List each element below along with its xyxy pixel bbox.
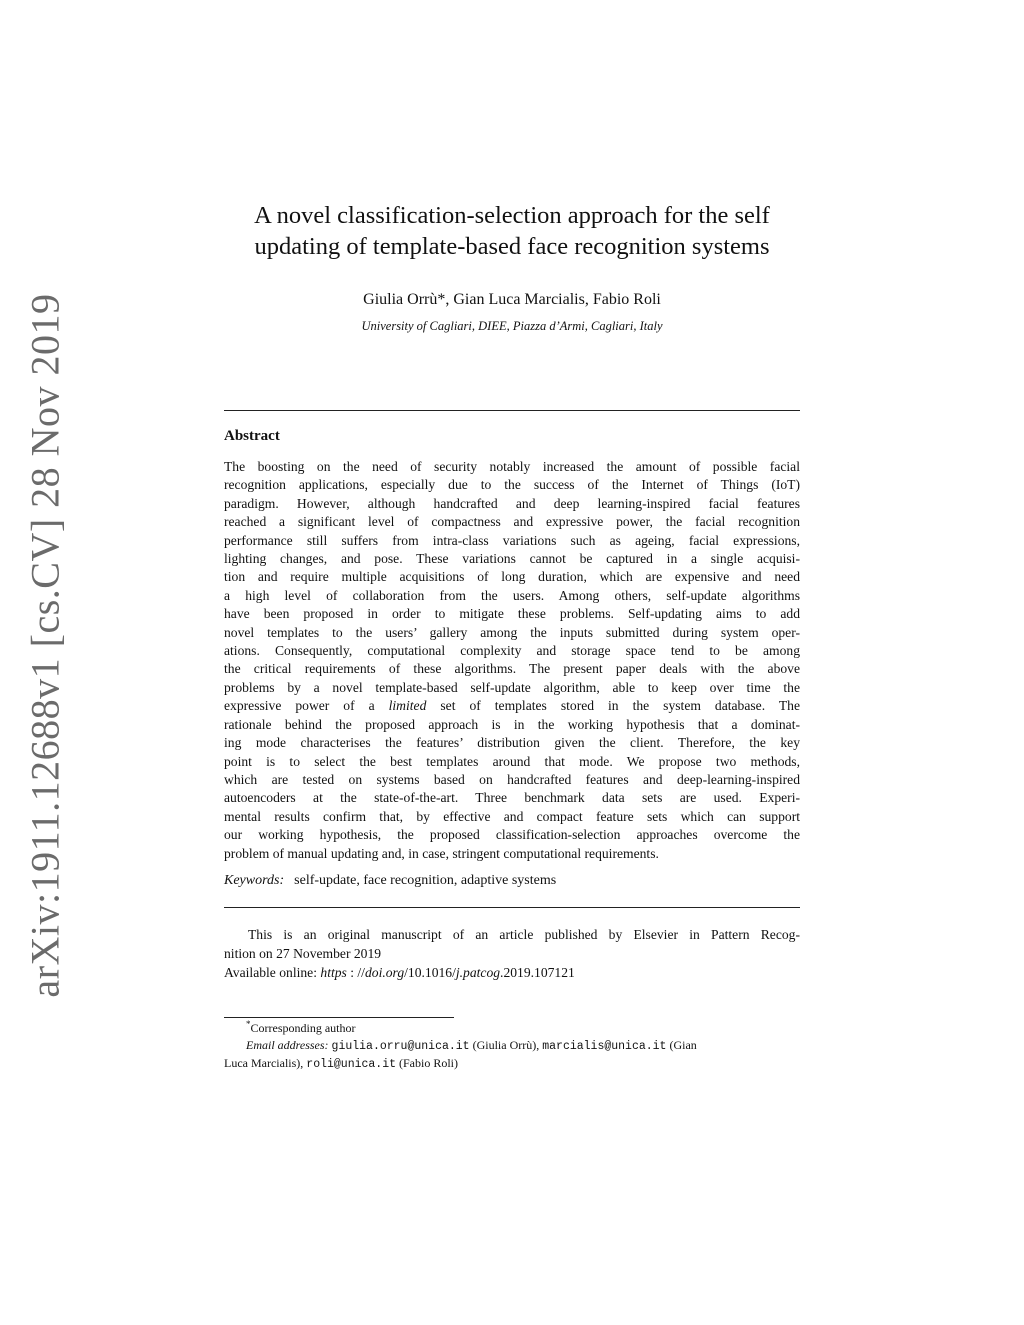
keywords-label: Keywords: xyxy=(224,873,285,888)
doi-link[interactable]: /10.1016/ xyxy=(404,965,456,980)
abstract-line: have been proposed in order to mitigate these problems. Self-updating aims to add xyxy=(224,606,800,622)
abstract-line: paradigm. However, although handcrafted and deep learning-inspired facial features xyxy=(224,495,800,511)
email-owner: (Fabio Roli) xyxy=(396,1056,459,1070)
italic-term: limited xyxy=(388,698,427,714)
abstract-line: ing mode characterises the features’ distribution given the client. Therefore, the key xyxy=(224,735,800,751)
abstract-line: point is to select the best templates around that mode. We propose two methods, xyxy=(224,753,800,769)
email-label: Email addresses: xyxy=(246,1038,329,1052)
text-segment: set of templates stored in the system database. The xyxy=(426,698,800,714)
doi-link[interactable]: .2019.107121 xyxy=(500,965,575,980)
abstract-line: rationale behind the proposed approach is in the working hypothesis that a dominat- xyxy=(224,716,800,732)
author-list: Giulia Orrù*, Gian Luca Marcialis, Fabio Roli xyxy=(363,291,661,308)
email-owner: (Giulia Orrù), xyxy=(469,1038,543,1052)
corresponding-label: Corresponding author xyxy=(250,1021,356,1035)
corresponding-footnote xyxy=(224,1020,800,1037)
abstract-line: problem of manual updating and, in case, stringent computational requirements. xyxy=(224,845,659,861)
abstract-line: autoencoders at the state-of-the-art. Three benchmark data sets are used. Experi- xyxy=(224,790,800,806)
bottom-rule xyxy=(224,907,800,908)
abstract-line: a high level of collaboration from the users. Among others, self-update algorithms xyxy=(224,587,800,603)
affiliation: University of Cagliari, DIEE, Piazza d’Armi, Cagliari, Italy xyxy=(361,319,663,333)
arxiv-id: arXiv:1911.12688v1 [cs.CV] 28 Nov 2019 xyxy=(22,292,68,998)
footnote-mark: * xyxy=(246,1019,251,1029)
abstract-heading: Abstract xyxy=(224,428,280,444)
keywords xyxy=(224,873,556,889)
email-footnote-cont xyxy=(224,1055,800,1073)
abstract-line: novel templates to the users’ gallery among the inputs submitted during system oper- xyxy=(224,624,800,640)
abstract-line: our working hypothesis, the proposed classification-selection approaches overcome the xyxy=(224,827,800,843)
email-link[interactable]: giulia.orru@unica.it xyxy=(331,1040,470,1053)
email-link[interactable]: roli@unica.it xyxy=(306,1058,397,1071)
footnote-rule xyxy=(224,1017,454,1018)
abstract-line: The boosting on the need of security notably increased the amount of possible facial xyxy=(224,459,800,474)
abstract-line: mental results confirm that, by effective and compact feature sets which can support xyxy=(224,808,800,824)
doi-link[interactable]: j.patcog xyxy=(455,965,501,980)
abstract-line: lighting changes, and pose. These variations cannot be captured in a single acquisi- xyxy=(224,551,800,567)
email-owner: Luca Marcialis), xyxy=(224,1056,307,1070)
abstract-line: which are tested on systems based on handcrafted features and deep-learning-inspired xyxy=(224,771,800,787)
available-online-label: Available online: xyxy=(224,965,321,980)
footnotes xyxy=(224,1020,800,1073)
publication-note xyxy=(224,925,800,982)
abstract-line: performance still suffers from intra-class variations such as ageing, facial expressions, xyxy=(224,532,800,548)
abstract-line-limited xyxy=(224,697,800,715)
arxiv-stamp xyxy=(20,292,70,998)
keywords-value: self-update, face recognition, adaptive systems xyxy=(294,873,557,888)
doi-link[interactable]: doi.org xyxy=(364,965,405,980)
top-rule xyxy=(224,410,800,411)
title-line-1: A novel classification-selection approach for the self xyxy=(254,202,770,229)
email-footnote xyxy=(224,1037,800,1055)
abstract-line: problems by a novel template-based self-update algorithm, able to keep over time the xyxy=(224,679,800,695)
email-owner: (Gian xyxy=(666,1038,697,1052)
abstract-line: recognition applications, especially due to the success of the Internet of Things (IoT) xyxy=(224,477,800,493)
note-line: This is an original manuscript of an article published by Elsevier in Pattern Recog- xyxy=(248,927,800,942)
title-line-2: updating of template-based face recognition systems xyxy=(254,233,770,260)
text-segment: expressive power of a xyxy=(224,698,389,714)
doi-line xyxy=(224,963,800,982)
email-link[interactable]: marcialis@unica.it xyxy=(542,1040,667,1053)
abstract-line: the critical requirements of these algorithms. The present paper deals with the above xyxy=(224,661,800,677)
abstract-line: tion and require multiple acquisitions of long duration, which are expensive and need xyxy=(224,569,800,585)
abstract-body xyxy=(224,458,800,863)
doi-link[interactable]: : // xyxy=(346,965,365,980)
abstract-line: ations. Consequently, computational complexity and storage space tend to be among xyxy=(224,643,800,659)
paper-title xyxy=(200,200,824,262)
doi-link[interactable]: https xyxy=(320,965,347,980)
abstract-line: reached a significant level of compactness and expressive power, the facial recognition xyxy=(224,514,800,530)
note-line: nition on 27 November 2019 xyxy=(224,946,382,961)
